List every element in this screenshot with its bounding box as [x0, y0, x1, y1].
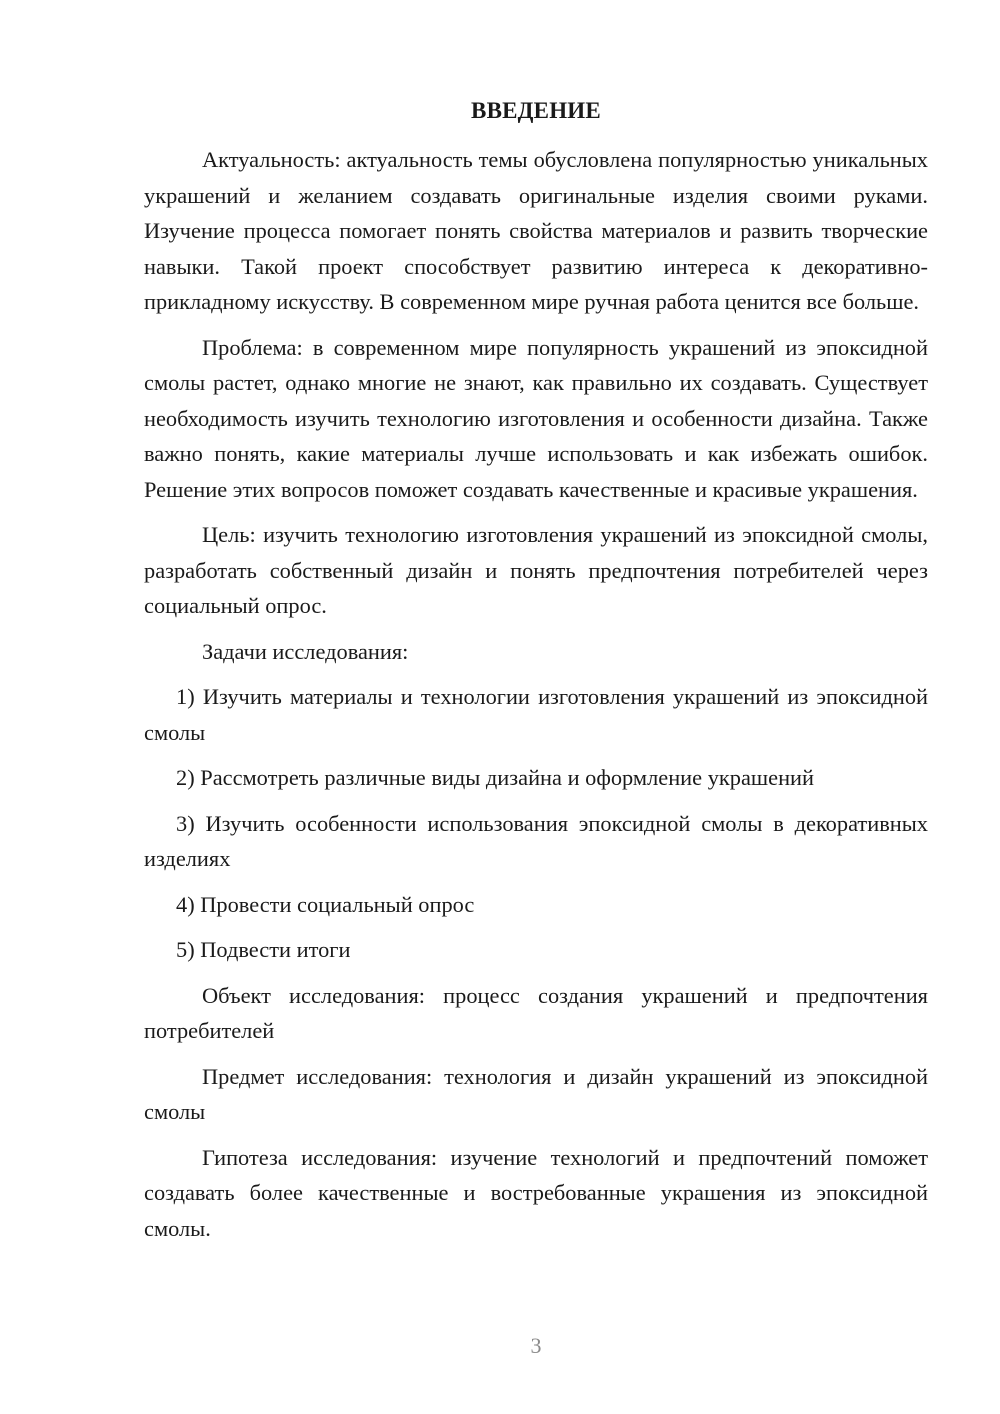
page-title: ВВЕДЕНИЕ [471, 98, 601, 123]
task-item: 2) Рассмотреть различные виды дизайна и оформление украшений [176, 765, 815, 790]
tasks-heading: Задачи исследования: [202, 638, 409, 664]
paragraph-relevance: Актуальность: актуальность темы обусловлена популярностью уникальных украшений и желанием создавать оригинальные изделия своими руками. Изучение процесса помогает понять свойства материалов и развить творческие навыки. Такой проект способствует развитию интереса к декоративно-прикладному искусству. В современном мире ручная работа ценится все больше. [144, 147, 928, 314]
task-item: 5) Подвести итоги [176, 937, 351, 962]
paragraph-object: Объект исследования: процесс создания украшений и предпочтения потребителей [144, 982, 928, 1043]
page-number: 3 [530, 1333, 542, 1358]
paragraph-goal: Цель: изучить технологию изготовления украшений из эпоксидной смолы, разработать собственный дизайн и понять предпочтения потребителей через социальный опрос. [144, 522, 928, 618]
body-text [144, 142, 928, 1256]
paragraph-hypothesis: Гипотеза исследования: изучение технологий и предпочтений поможет создавать более качественные и востребованные украшения из эпоксидной смолы. [144, 1144, 928, 1241]
paragraph-problem: Проблема: в современном мире популярность украшений из эпоксидной смолы растет, однако многие не знают, как правильно их создавать. Существует необходимость изучить технологию изготовления и особенности дизайна. Также важно понять, какие материалы лучше использовать и как избежать ошибок. Решение этих вопросов поможет создавать качественные и красивые украшения. [144, 334, 928, 502]
task-item: 1) Изучить материалы и технологии изготовления украшений из эпоксидной смолы [144, 684, 928, 745]
task-item: 3) Изучить особенности использования эпоксидной смолы в декоративных изделиях [144, 810, 928, 871]
task-item: 4) Провести социальный опрос [176, 891, 475, 917]
paragraph-subject: Предмет исследования: технология и дизайн украшений из эпоксидной смолы [144, 1063, 928, 1124]
